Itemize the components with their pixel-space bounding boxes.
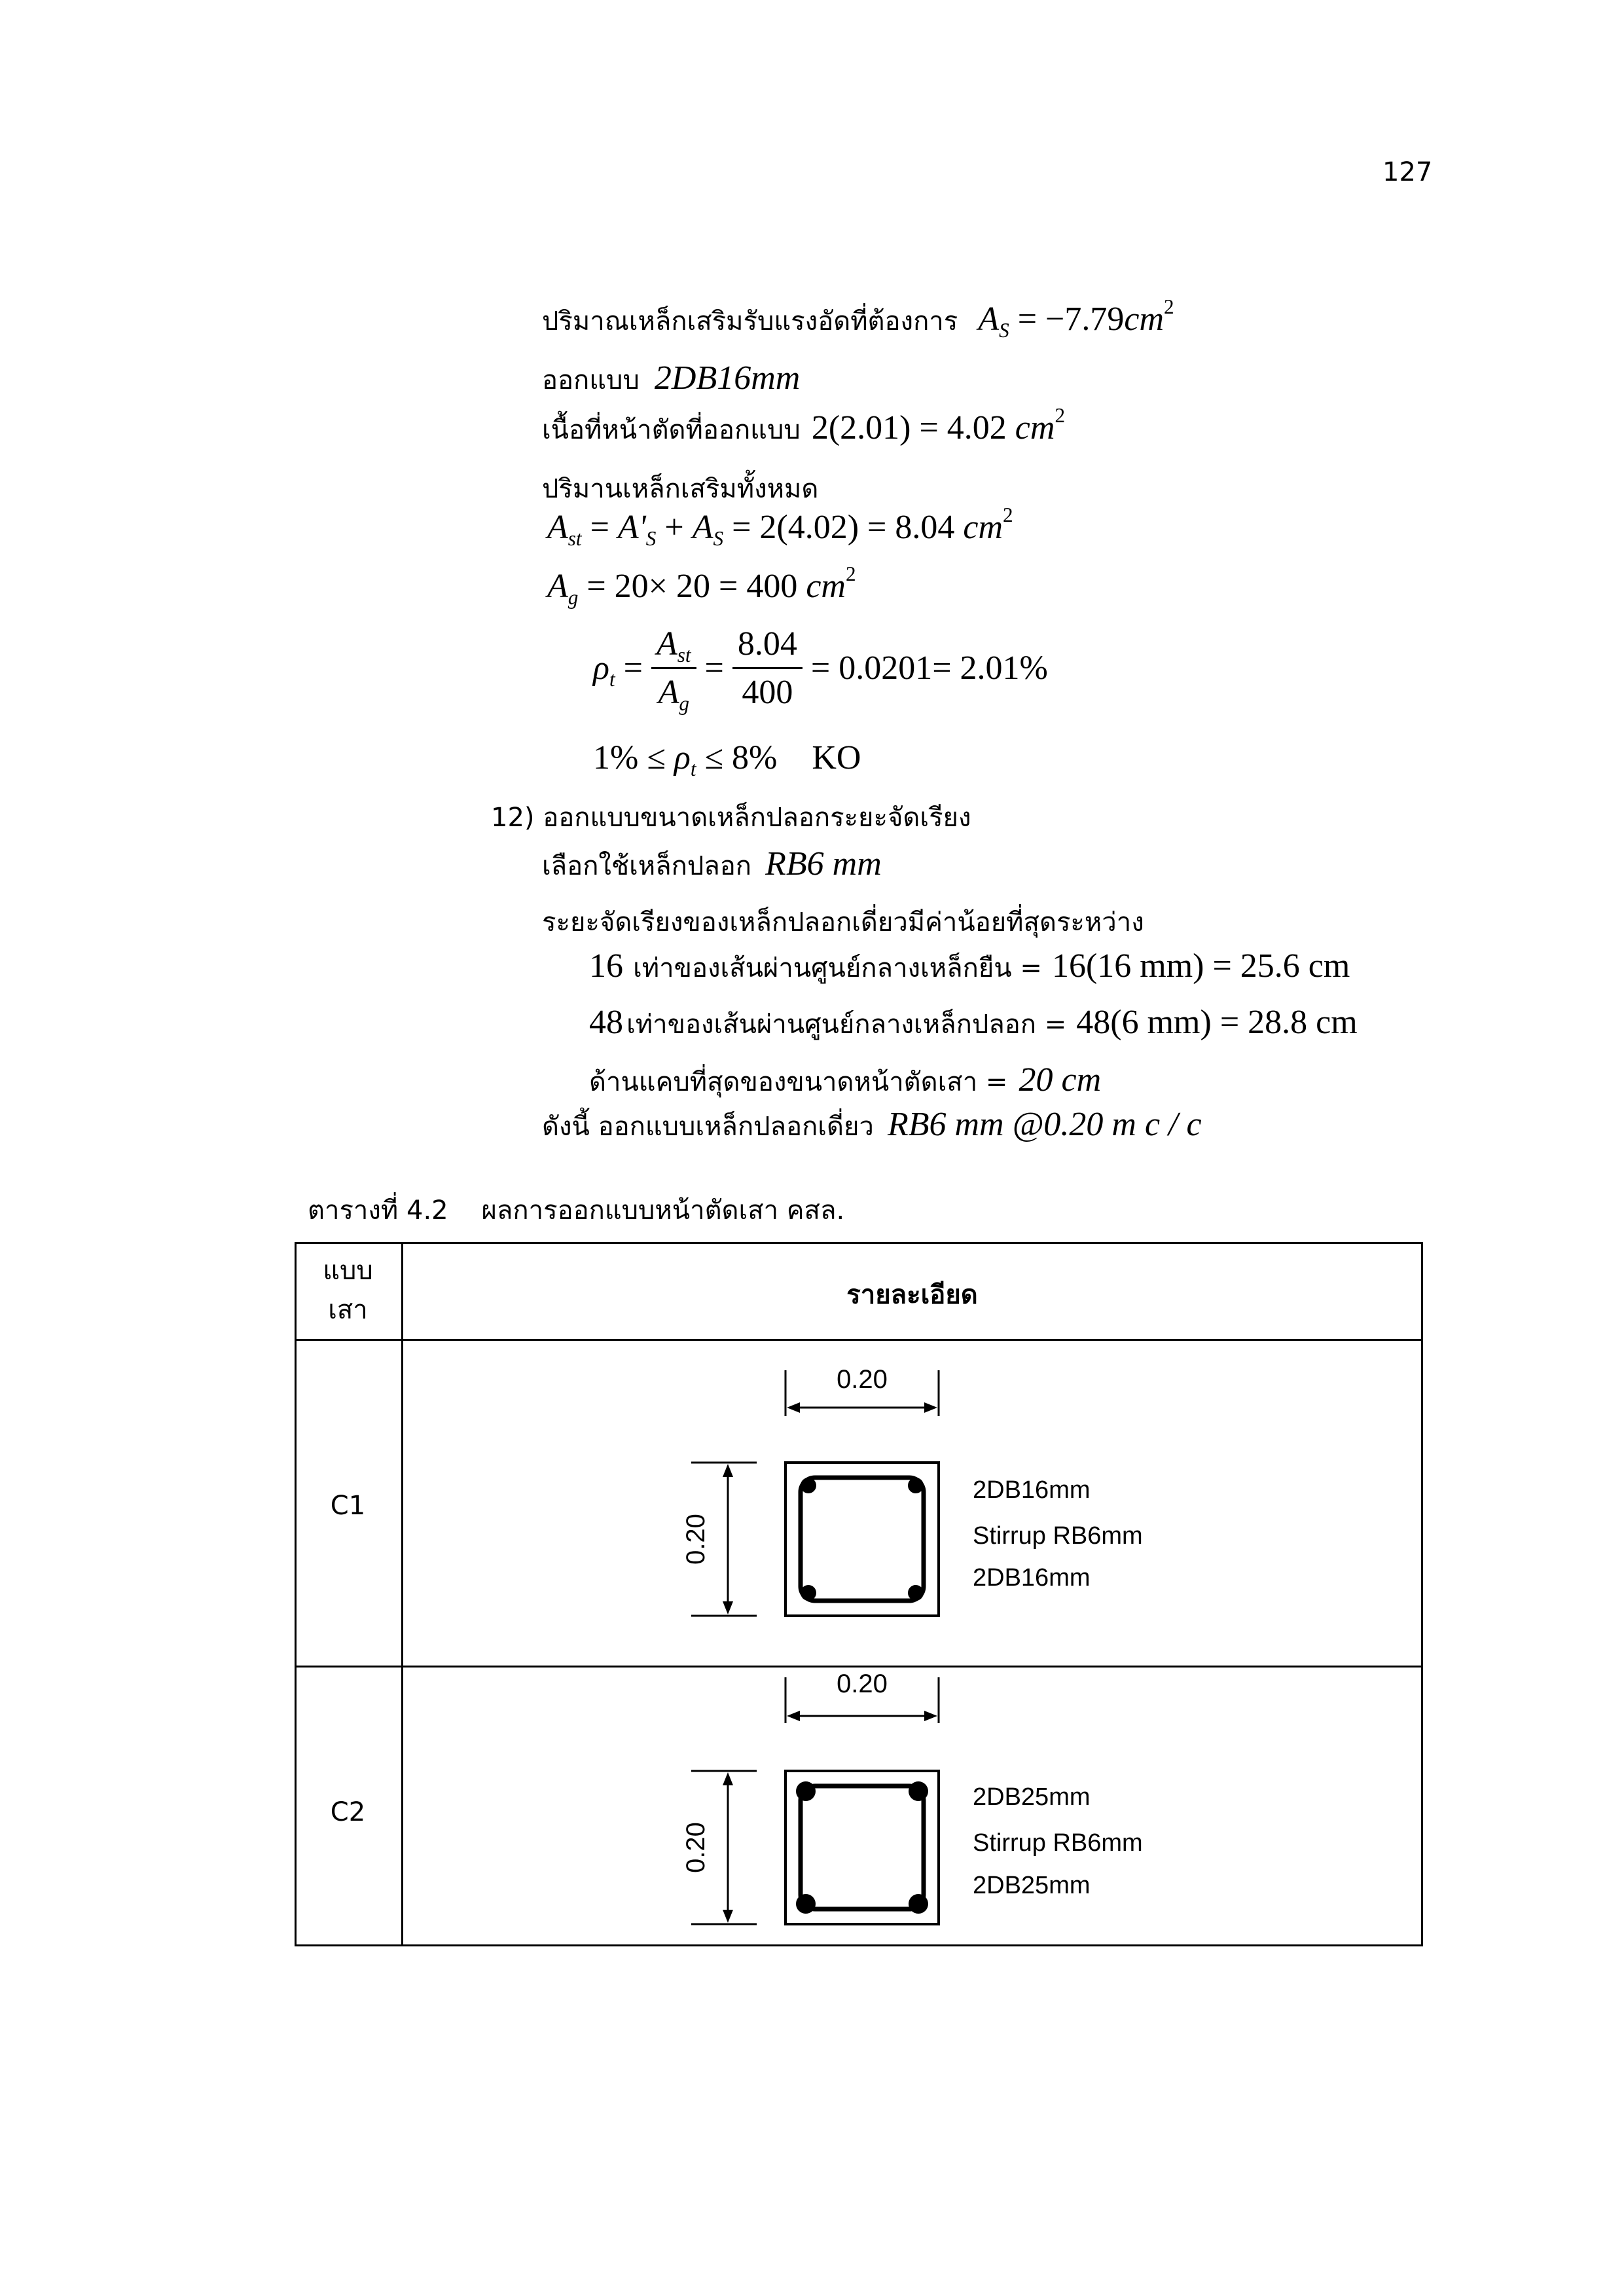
- c1-dim-side: 0.20: [681, 1514, 710, 1565]
- design-bars-line: [542, 359, 800, 401]
- c1-section-drawing: [403, 1341, 1421, 1666]
- criterion-longitudinal: 16 เท่าของเส้นผ่านศูนย์กลางเหล็กยืน = 16(16 mm) = 25.6 cm: [589, 947, 1350, 985]
- c2-dim-top: 0.20: [837, 1669, 888, 1698]
- ratio-fraction-numeric: $\frac{8.04}{400}$: [732, 625, 803, 712]
- c2-section-drawing: [403, 1667, 1421, 1944]
- design-area-formula: 2(2.01) = 4.02 $cm^2$: [811, 404, 1066, 446]
- c1-stirrup: Stirrup RB6mm: [973, 1522, 1143, 1550]
- criterion-stirrup: 48 เท่าของเส้นผ่านศูนย์กลางเหล็กปลอก = 48(6 mm) = 28.8 cm: [589, 1004, 1358, 1041]
- c1-dim-top: 0.20: [837, 1365, 888, 1394]
- stirrup-conclusion-line: ดังนี้ ออกแบบเหล็กปลอกเดี่ยว RB6 mm @0.20 m c / c: [542, 1106, 1202, 1143]
- required-steel-formula: $A_S = -7.79cm^2$: [978, 295, 1174, 342]
- ratio-check-result: KO: [812, 739, 861, 776]
- header-details: รายละเอียด: [846, 1280, 978, 1310]
- required-steel-line: [542, 295, 1174, 342]
- ratio-check-line: $1\% \le \rho_t \le 8\%$ KO: [593, 739, 861, 780]
- steel-ratio-formula: $\rho_t$ = $\frac{A_{st}}{A_g}$ = $\frac{8.04}{400}$ = 0.0201= 2.01%: [593, 625, 1048, 715]
- c2-stirrup: Stirrup RB6mm: [973, 1829, 1143, 1857]
- gross-area-formula: $A_g = 20\times 20 = 400$ $cm^2$: [547, 562, 856, 609]
- c2-bottom-bars: 2DB25mm: [973, 1872, 1091, 1899]
- design-bars-text: ออกแบบ: [542, 365, 640, 395]
- ratio-fraction-symbolic: $\frac{A_{st}}{A_g}$: [651, 625, 696, 712]
- c2-dim-side: 0.20: [681, 1822, 710, 1873]
- stirrup-choice-line: [542, 845, 882, 886]
- design-bars-value: 2DB16mm: [654, 359, 801, 397]
- required-steel-text: ปริมาณเหล็กเสริมรับแรงอัดที่ต้องการ: [542, 306, 958, 337]
- page-number: 127: [1382, 157, 1433, 187]
- header-column-type: แบบ เสา: [323, 1256, 373, 1325]
- spacing-criteria-heading: ระยะจัดเรียงของเหล็กปลอกเดี่ยวมีค่าน้อยที่สุดระหว่าง: [542, 907, 1144, 938]
- total-steel-formula: $A_{st} = A'_S + A_S = 2(4.02) = 8.04$ $cm^2$: [547, 503, 1013, 550]
- section-12-heading: 12) ออกแบบขนาดเหล็กปลอกระยะจัดเรียง: [491, 803, 971, 833]
- c1-bottom-bars: 2DB16mm: [973, 1564, 1091, 1592]
- stirrup-choice-text: เลือกใช้เหล็กปลอก: [542, 851, 752, 881]
- criterion-column-width: ด้านแคบที่สุดของขนาดหน้าตัดเสา = 20 cm: [589, 1061, 1102, 1099]
- total-steel-heading: ปริมานเหล็กเสริมทั้งหมด: [542, 474, 819, 504]
- row-c1-name: C1: [330, 1491, 366, 1521]
- c1-top-bars: 2DB16mm: [973, 1476, 1091, 1504]
- design-area-text: เนื้อที่หน้าตัดที่ออกแบบ: [542, 415, 801, 445]
- row-c2-name: C2: [330, 1797, 366, 1827]
- c2-top-bars: 2DB25mm: [973, 1783, 1091, 1811]
- stirrup-choice-value: RB6 mm: [765, 845, 882, 883]
- design-area-line: [542, 404, 1066, 450]
- column-design-table: [295, 1242, 1423, 1946]
- table-caption: ตารางที่ 4.2 ผลการออกแบบหน้าตัดเสา คสล.: [308, 1195, 845, 1226]
